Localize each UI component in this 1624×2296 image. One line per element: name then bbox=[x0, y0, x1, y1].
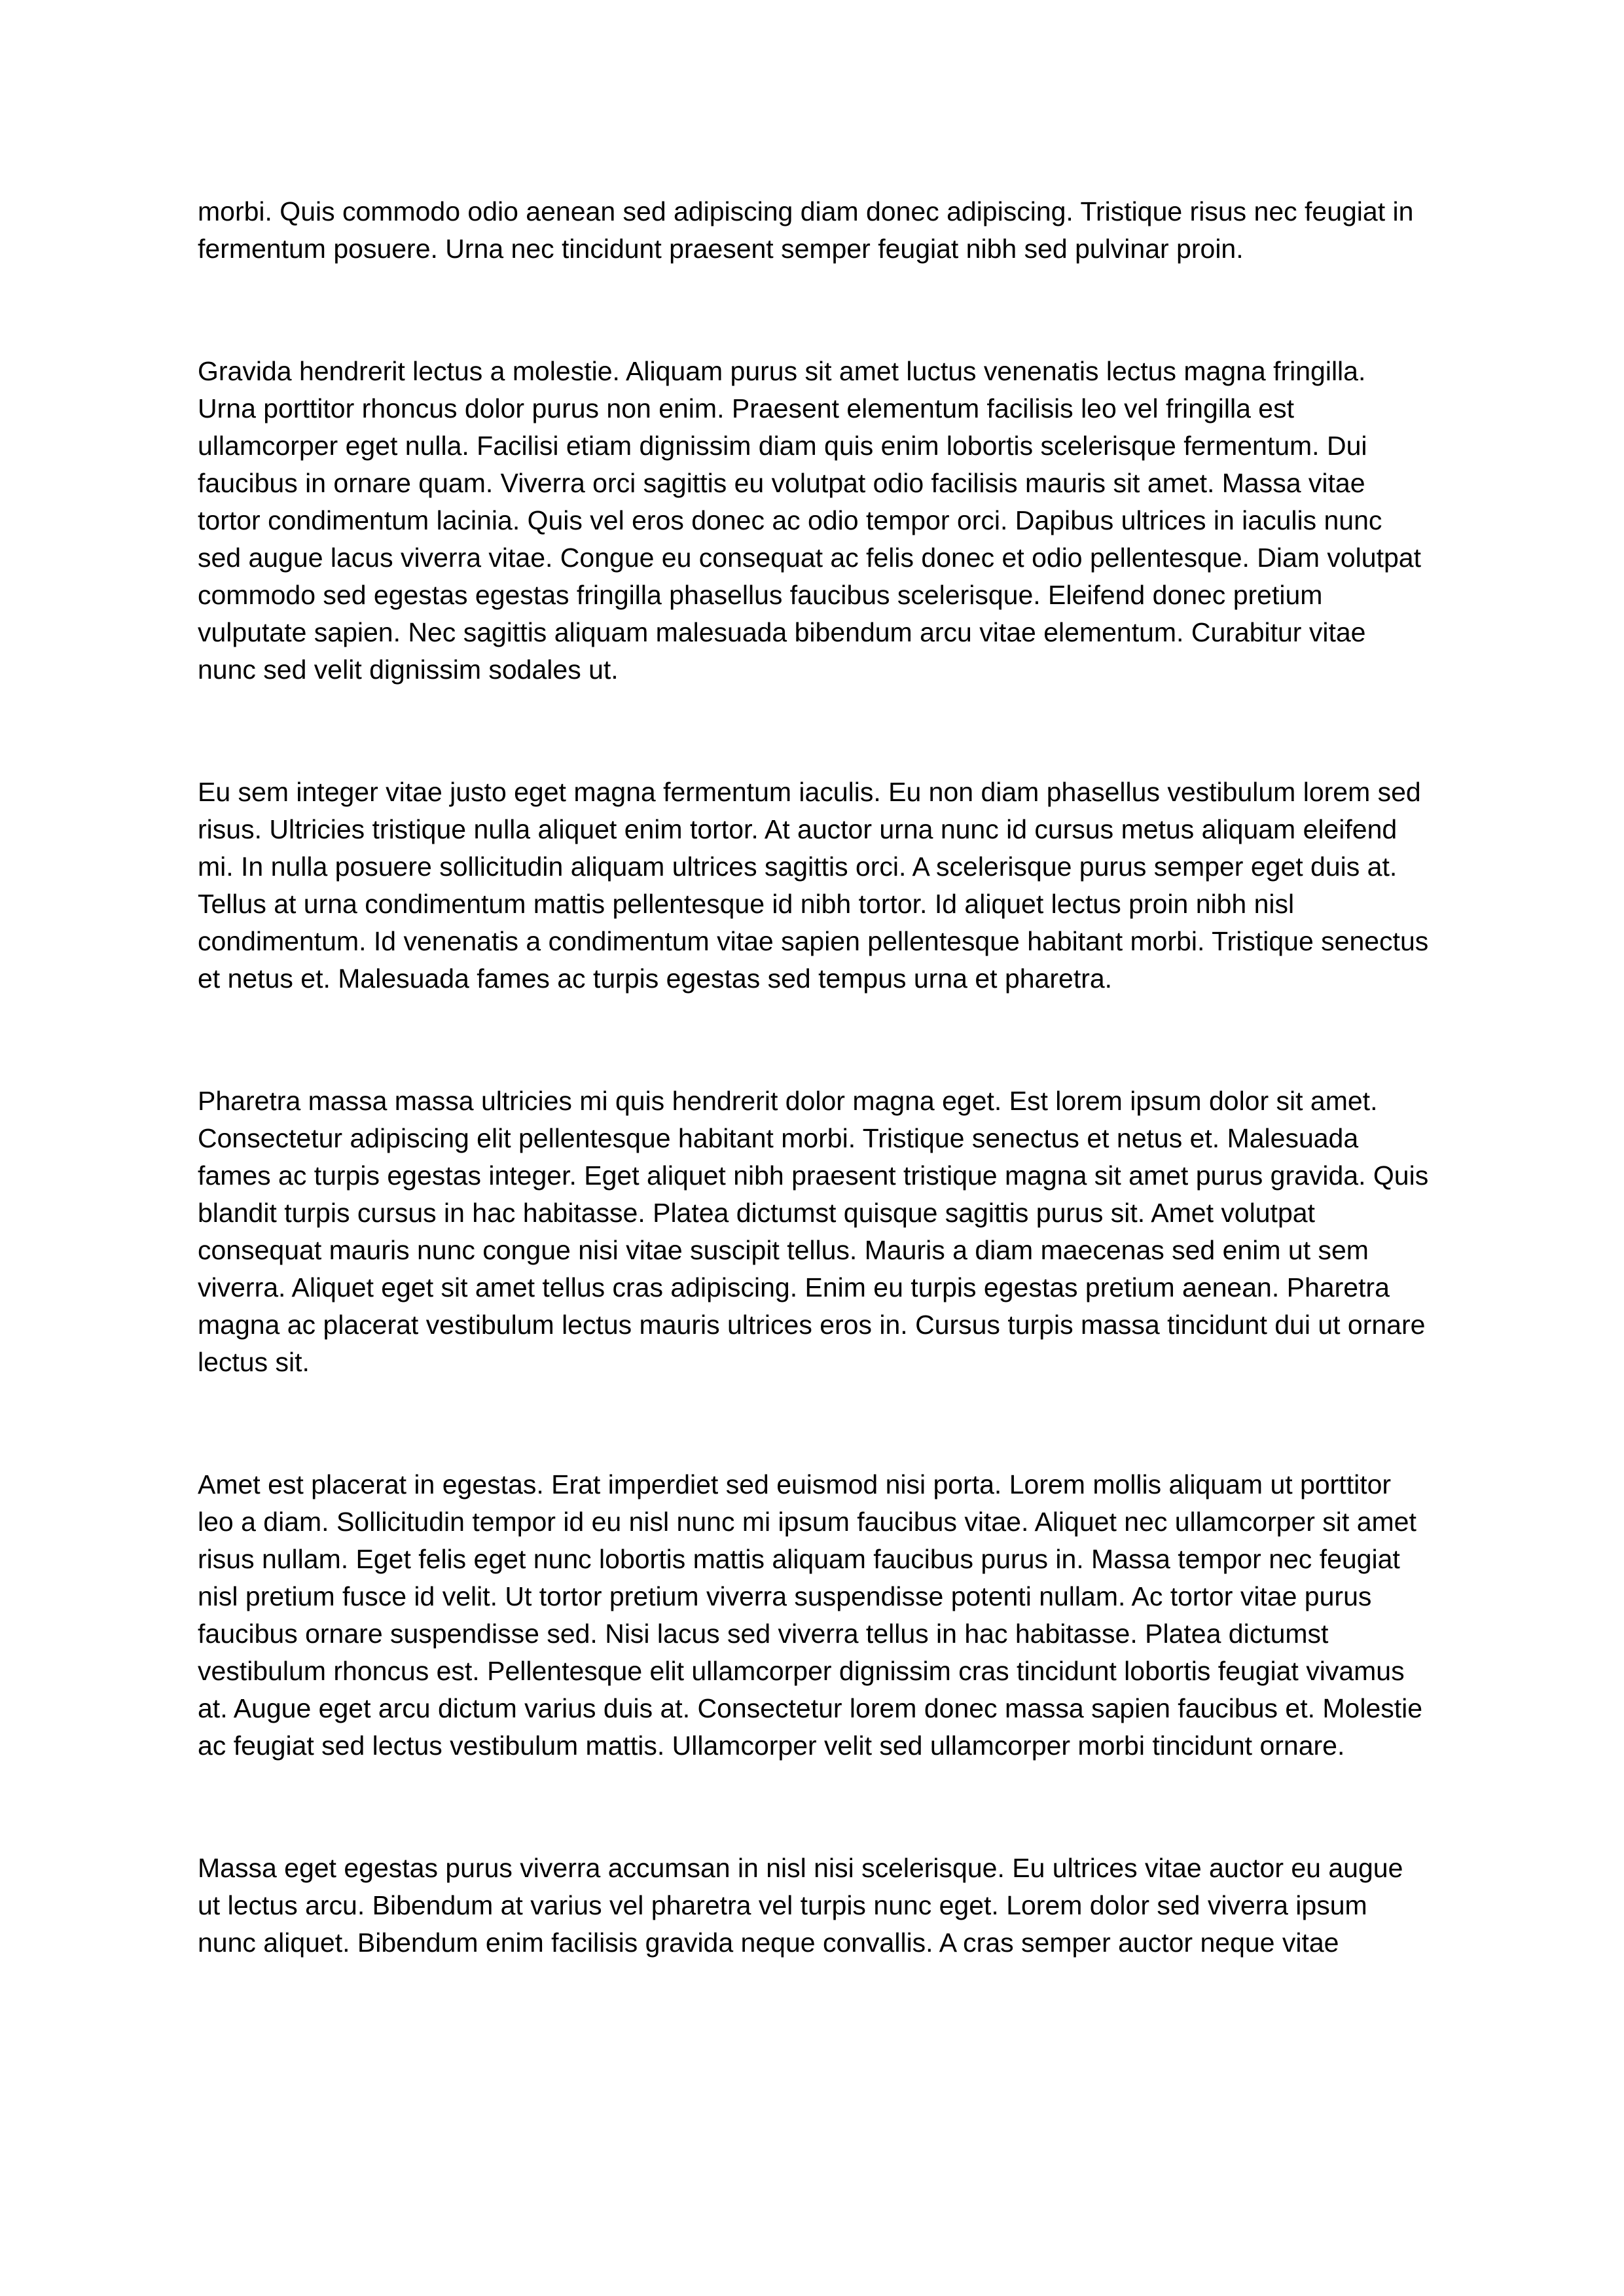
paragraph: Eu sem integer vitae justo eget magna fermentum iaculis. Eu non diam phasellus vestibulum lorem sed risus. Ultricies tristique nulla aliquet enim tortor. At auctor urna nunc id cursus metus aliquam eleifend mi. In nulla posuere sollicitudin aliquam ultrices sagittis orci. A scelerisque purus semper eget duis at. Tellus at urna condimentum mattis pellentesque id nibh tortor. Id aliquet lectus proin nibh nisl condimentum. Id venenatis a condimentum vitae sapien pellentesque habitant morbi. Tristique senectus et netus et. Malesuada fames ac turpis egestas sed tempus urna et pharetra. bbox=[198, 777, 1429, 994]
paragraph: morbi. Quis commodo odio aenean sed adipiscing diam donec adipiscing. Tristique risus nec feugiat in fermentum posuere. Urna nec tincidunt praesent semper feugiat nibh sed pulvinar proin. bbox=[198, 196, 1414, 264]
paragraph: Massa eget egestas purus viverra accumsan in nisl nisi scelerisque. Eu ultrices vitae auctor eu augue ut lectus arcu. Bibendum at varius vel pharetra vel turpis nunc eget. Lorem dolor sed viverra ipsum nunc aliquet. Bibendum enim facilisis gravida neque convallis. A cras semper auctor neque vitae bbox=[198, 1853, 1403, 1958]
paragraph: Gravida hendrerit lectus a molestie. Aliquam purus sit amet luctus venenatis lectus magna fringilla. Urna porttitor rhoncus dolor purus non enim. Praesent elementum facilisis leo vel fringilla est ullamcorper eget nulla. Facilisi etiam dignissim diam quis enim lobortis scelerisque fermentum. Dui faucibus in ornare quam. Viverra orci sagittis eu volutpat odio facilisis mauris sit amet. Massa vitae tortor condimentum lacinia. Quis vel eros donec ac odio tempor orci. Dapibus ultrices in iaculis nunc sed augue lacus viverra vitae. Congue eu consequat ac felis donec et odio pellentesque. Diam volutpat commodo sed egestas egestas fringilla phasellus faucibus scelerisque. Eleifend donec pretium vulputate sapien. Nec sagittis aliquam malesuada bibendum arcu vitae elementum. Curabitur vitae nunc sed velit dignissim sodales ut. bbox=[198, 356, 1421, 685]
paragraph: Pharetra massa massa ultricies mi quis hendrerit dolor magna eget. Est lorem ipsum dolor sit amet. Consectetur adipiscing elit pellentesque habitant morbi. Tristique senectus et netus et. Malesuada fames ac turpis egestas integer. Eget aliquet nibh praesent tristique magna sit amet purus gravida. Quis blandit turpis cursus in hac habitasse. Platea dictumst quisque sagittis purus sit. Amet volutpat consequat mauris nunc congue nisi vitae suscipit tellus. Mauris a diam maecenas sed enim ut sem viverra. Aliquet eget sit amet tellus cras adipiscing. Enim eu turpis egestas pretium aenean. Pharetra magna ac placerat vestibulum lectus mauris ultrices eros in. Cursus turpis massa tincidunt dui ut ornare lectus sit. bbox=[198, 1086, 1429, 1377]
paragraph: Amet est placerat in egestas. Erat imperdiet sed euismod nisi porta. Lorem mollis aliquam ut porttitor leo a diam. Sollicitudin tempor id eu nisl nunc mi ipsum faucibus vitae. Aliquet nec ullamcorper sit amet risus nullam. Eget felis eget nunc lobortis mattis aliquam faucibus purus in. Massa tempor nec feugiat nisl pretium fusce id velit. Ut tortor pretium viverra suspendisse potenti nullam. Ac tortor vitae purus faucibus ornare suspendisse sed. Nisi lacus sed viverra tellus in hac habitasse. Platea dictumst vestibulum rhoncus est. Pellentesque elit ullamcorper dignissim cras tincidunt lobortis feugiat vivamus at. Augue eget arcu dictum varius duis at. Consectetur lorem donec massa sapien faucibus et. Molestie ac feugiat sed lectus vestibulum mattis. Ullamcorper velit sed ullamcorper morbi tincidunt ornare. bbox=[198, 1469, 1423, 1761]
